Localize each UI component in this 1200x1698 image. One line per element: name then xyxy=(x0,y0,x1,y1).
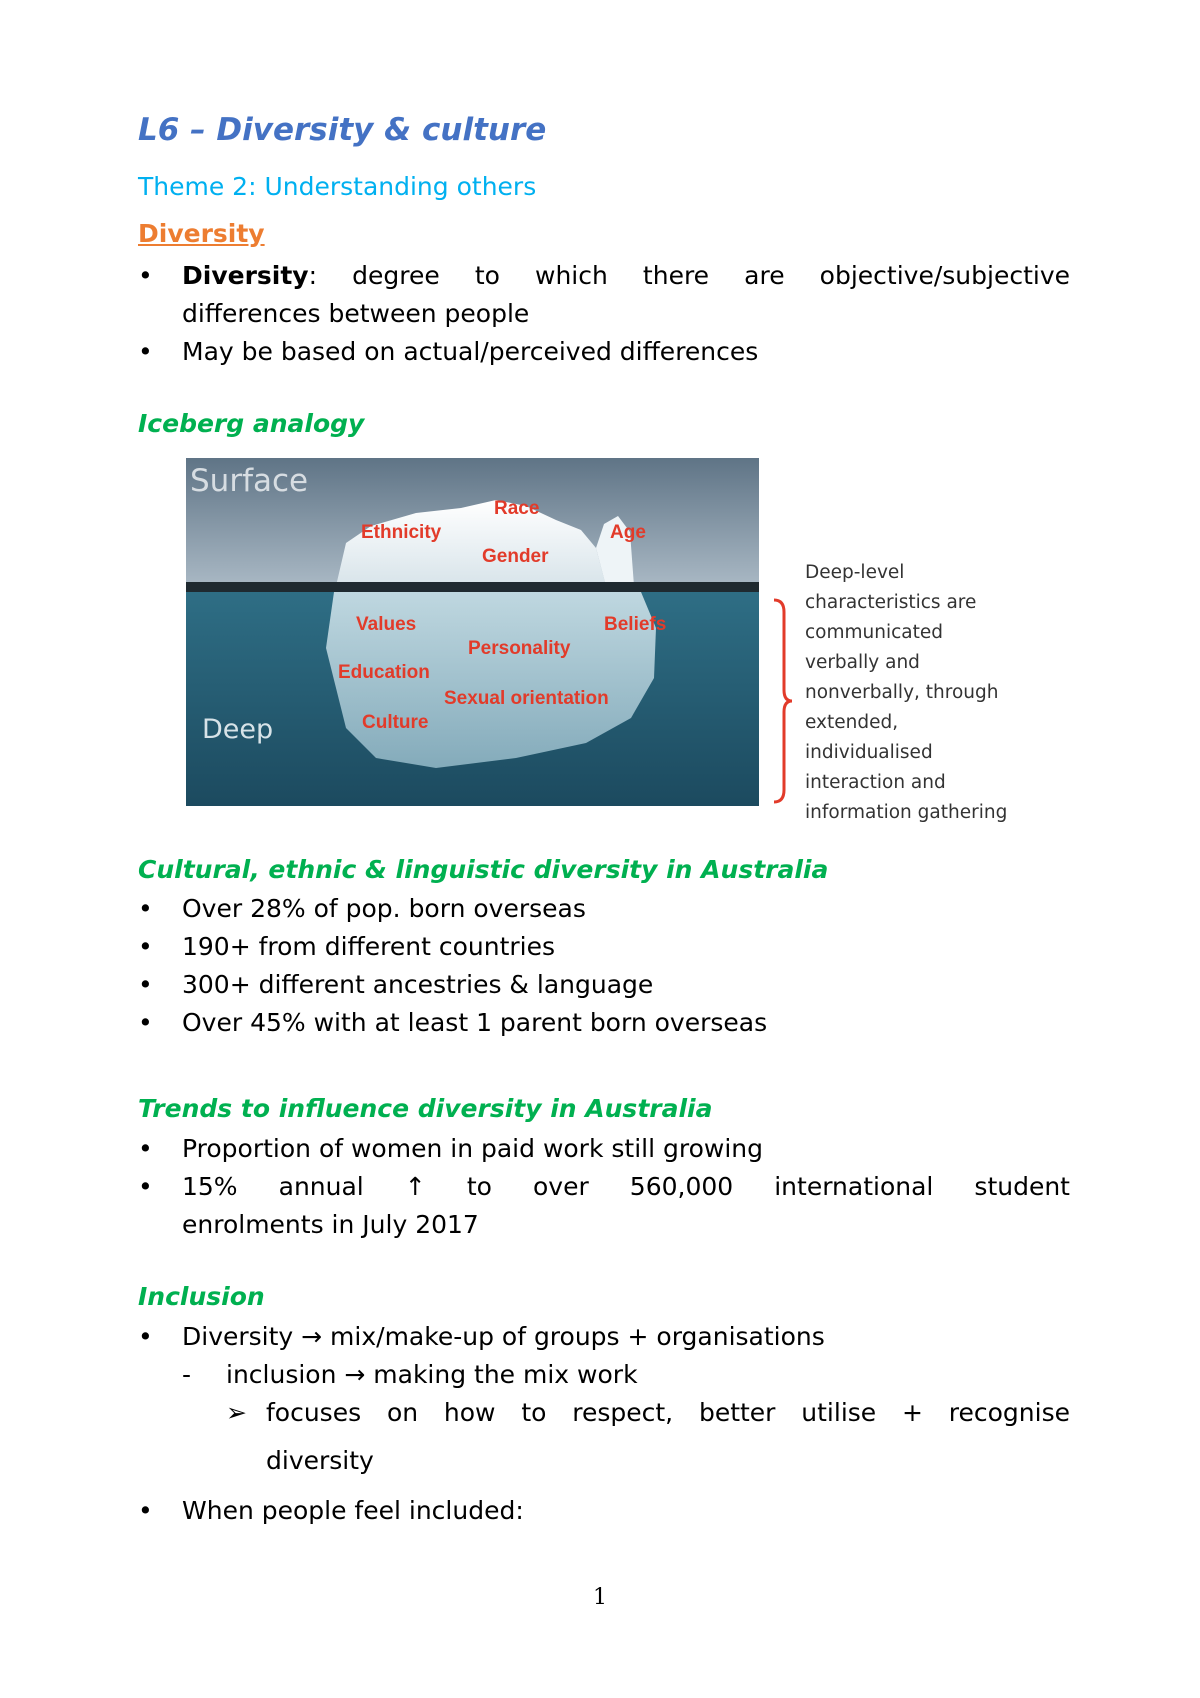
list-item-text xyxy=(182,257,1070,295)
bracket-icon xyxy=(770,598,794,804)
deep-level-note xyxy=(805,558,1055,828)
iceberg-item-education: Education xyxy=(338,662,430,683)
bullet-icon: • xyxy=(138,1008,153,1037)
term-bold: Diversity xyxy=(182,261,309,290)
surface-label: Surface xyxy=(190,463,309,499)
iceberg-item-ethnicity: Ethnicity xyxy=(361,522,442,543)
iceberg-image xyxy=(186,458,759,806)
list-item-text: Over 45% with at least 1 parent born overseas xyxy=(182,1008,768,1037)
list-item-text: 190+ from different countries xyxy=(182,932,556,961)
list-item-text: May be based on actual/perceived differences xyxy=(182,337,759,366)
bullet-icon: • xyxy=(138,1496,153,1525)
list-item-text: 15% annual ↑ to over 560,000 international student xyxy=(182,1172,1070,1201)
note-line: Deep-level xyxy=(805,562,905,583)
iceberg-heading: Iceberg analogy xyxy=(138,409,365,438)
iceberg-item-culture: Culture xyxy=(362,712,429,733)
list-item-text: Diversity → mix/make-up of groups + organisations xyxy=(182,1322,825,1351)
bullet-icon: • xyxy=(138,1322,153,1351)
iceberg-item-values: Values xyxy=(356,614,417,635)
page-title: L6 – Diversity & culture xyxy=(138,112,547,148)
note-line: extended, xyxy=(805,712,899,733)
list-item-text: Over 28% of pop. born overseas xyxy=(182,894,586,923)
list-item-text: When people feel included: xyxy=(182,1496,524,1525)
cultural-heading: Cultural, ethnic & linguistic diversity in Australia xyxy=(138,855,829,884)
note-line: information gathering xyxy=(805,802,1008,823)
list-item-text: 300+ different ancestries & language xyxy=(182,970,654,999)
bullet-icon: • xyxy=(138,261,153,290)
bullet-icon: • xyxy=(138,337,153,366)
bullet-icon: • xyxy=(138,932,153,961)
note-line: characteristics are xyxy=(805,592,977,613)
deep-label: Deep xyxy=(202,714,274,745)
inclusion-heading: Inclusion xyxy=(138,1282,265,1311)
diversity-heading: Diversity xyxy=(138,219,265,248)
sub-sub-list-item-text: focuses on how to respect, better utilise + recognise xyxy=(266,1398,1070,1427)
page-number: 1 xyxy=(593,1585,607,1610)
waterline xyxy=(186,582,759,592)
bullet-icon: • xyxy=(138,970,153,999)
sub-list-item-text: inclusion → making the mix work xyxy=(226,1360,638,1389)
list-item-text: Proportion of women in paid work still growing xyxy=(182,1134,763,1163)
iceberg-item-age: Age xyxy=(610,522,646,543)
iceberg-item-race: Race xyxy=(494,498,540,519)
bullet-icon: • xyxy=(138,1134,153,1163)
iceberg-item-sexual-orientation: Sexual orientation xyxy=(444,688,609,709)
note-line: communicated xyxy=(805,622,944,643)
iceberg-item-beliefs: Beliefs xyxy=(604,614,667,635)
note-line: verbally and xyxy=(805,652,920,673)
iceberg-item-personality: Personality xyxy=(468,638,571,659)
theme-subtitle: Theme 2: Understanding others xyxy=(138,172,537,201)
sub-sub-list-item-text: diversity xyxy=(266,1446,374,1475)
dash-icon: - xyxy=(182,1360,192,1389)
note-line: individualised xyxy=(805,742,933,763)
trends-heading: Trends to influence diversity in Australia xyxy=(138,1094,713,1123)
iceberg-item-gender: Gender xyxy=(482,546,549,567)
arrow-bullet-icon: ➢ xyxy=(226,1398,247,1427)
note-line: interaction and xyxy=(805,772,946,793)
bullet-icon: • xyxy=(138,1172,153,1201)
note-line: nonverbally, through xyxy=(805,682,999,703)
list-item-text: differences between people xyxy=(182,299,530,328)
bullet-icon: • xyxy=(138,894,153,923)
list-item-text: enrolments in July 2017 xyxy=(182,1210,479,1239)
term-definition: : degree to which there are objective/subjective xyxy=(308,261,1070,290)
